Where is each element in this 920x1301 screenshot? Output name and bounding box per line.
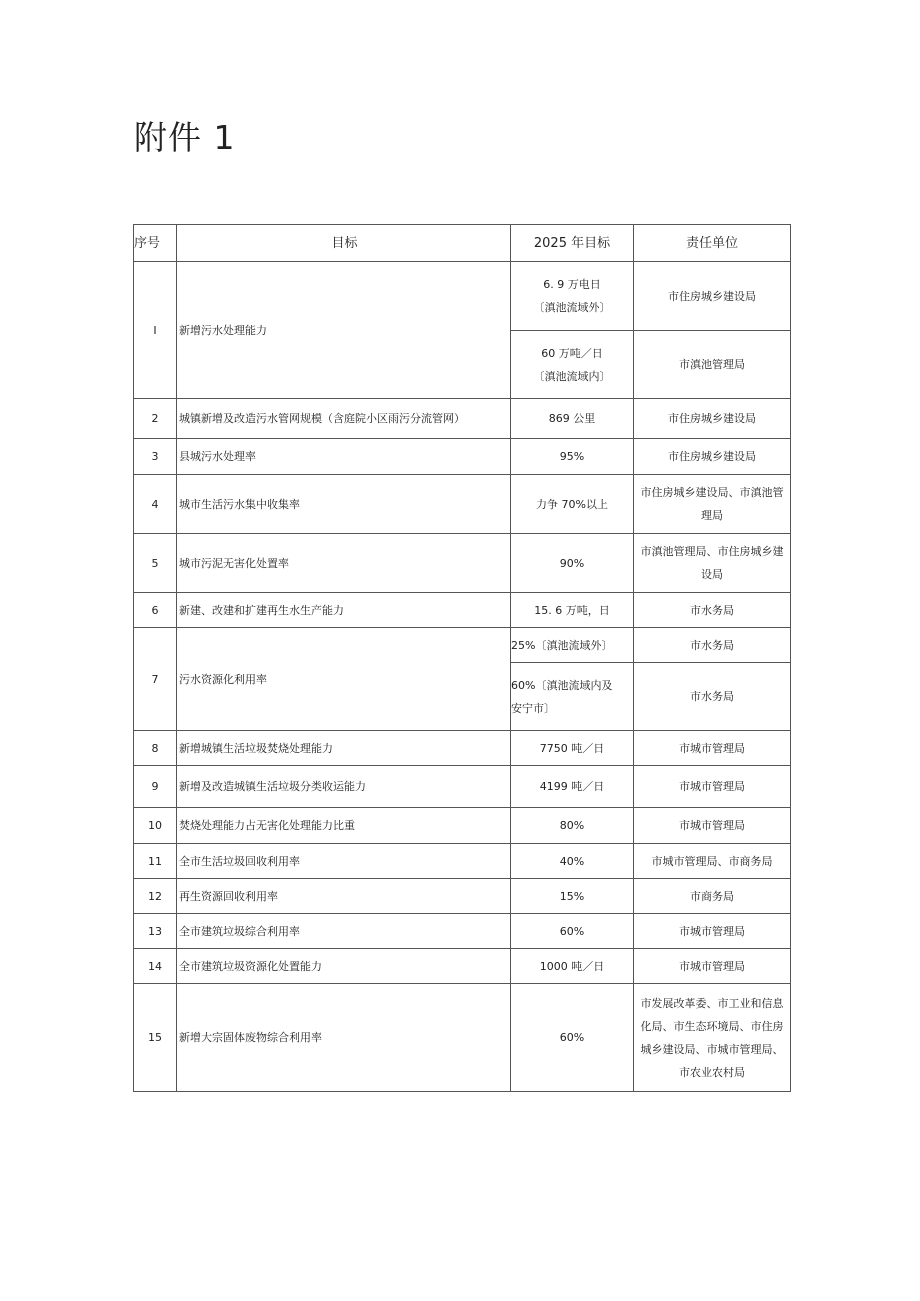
row-unit-line: 市城市管理局 <box>679 741 745 755</box>
row-seq: 6 <box>134 593 177 628</box>
row-unit-line: 市商务局 <box>690 889 734 903</box>
row-seq: 15 <box>134 984 177 1092</box>
row-seq: 14 <box>134 949 177 984</box>
row-seq: 10 <box>134 808 177 844</box>
row-unit <box>634 879 791 914</box>
row-goal: 60% <box>511 984 634 1092</box>
row-target: 新建、改建和扩建再生水生产能力 <box>177 593 511 628</box>
page-title: 附件 1 <box>134 118 236 157</box>
row-seq: 5 <box>134 534 177 593</box>
row-target: 再生资源回收利用率 <box>177 879 511 914</box>
row-unit-line: 市住房城乡建设局 <box>668 412 756 425</box>
row-goal: 4199 吨／日 <box>511 766 634 808</box>
header-target: 目标 <box>177 225 511 262</box>
row-unit <box>634 914 791 949</box>
row-unit <box>634 534 791 593</box>
row-seq: 9 <box>134 766 177 808</box>
row-goal-line: 〔滇池流域外〕 <box>533 301 611 314</box>
row-target: 新增污水处理能力 <box>177 262 511 399</box>
row-target: 全市建筑垃圾综合利用率 <box>177 914 511 949</box>
table-row <box>134 262 791 331</box>
table-row <box>134 439 791 475</box>
row-unit-line: 市城市管理局 <box>679 780 745 793</box>
row-unit <box>634 628 791 663</box>
row-goal: 40% <box>511 844 634 879</box>
row-unit-line: 理局 <box>701 509 723 522</box>
row-goal-line: 6. 9 万电日 <box>543 278 601 291</box>
row-unit-line: 市滇池管理局 <box>679 358 745 371</box>
row-seq: 11 <box>134 844 177 879</box>
row-goal: 7750 吨／日 <box>511 731 634 766</box>
row-unit-line: 市水务局 <box>690 638 734 652</box>
row-goal: 80% <box>511 808 634 844</box>
row-unit-line: 市水务局 <box>690 690 734 703</box>
row-target: 全市生活垃圾回收利用率 <box>177 844 511 879</box>
row-target: 新增及改造城镇生活垃圾分类收运能力 <box>177 766 511 808</box>
row-unit-line: 市水务局 <box>690 603 734 617</box>
row-unit <box>634 808 791 844</box>
table-row <box>134 534 791 593</box>
row-goal: 15. 6 万吨，日 <box>511 593 634 628</box>
row-unit <box>634 766 791 808</box>
row-target: 焚烧处理能力占无害化处理能力比重 <box>177 808 511 844</box>
row-target: 城市生活污水集中收集率 <box>177 475 511 534</box>
row-goal: 60% <box>511 914 634 949</box>
row-seq: 7 <box>134 628 177 731</box>
targets-table <box>133 224 791 1092</box>
row-goal <box>511 331 634 399</box>
table-row <box>134 879 791 914</box>
table-row <box>134 984 791 1092</box>
row-goal: 15% <box>511 879 634 914</box>
row-goal-line: 60%〔滇池流域内及 <box>511 678 613 692</box>
header-unit: 责任单位 <box>634 225 791 262</box>
header-goal: 2025 年目标 <box>511 225 634 262</box>
row-unit <box>634 593 791 628</box>
row-goal <box>511 628 634 663</box>
row-unit <box>634 475 791 534</box>
row-unit-line: 市农业农村局 <box>679 1065 745 1079</box>
row-seq: 12 <box>134 879 177 914</box>
table-body <box>134 262 791 1092</box>
table-row <box>134 766 791 808</box>
row-goal-line: 60 万吨／日 <box>541 346 603 360</box>
row-goal-line: 〔滇池流域内〕 <box>533 369 611 383</box>
table-row <box>134 914 791 949</box>
row-unit-line: 市住房城乡建设局 <box>668 289 756 303</box>
row-unit-line: 市发展改革委、市工业和信息 <box>640 996 784 1010</box>
row-unit <box>634 331 791 399</box>
table-row <box>134 844 791 879</box>
row-seq: 13 <box>134 914 177 949</box>
row-unit-line: 市城市管理局 <box>679 959 745 973</box>
row-seq: 4 <box>134 475 177 534</box>
row-unit-line: 城乡建设局、市城市管理局、 <box>640 1042 784 1056</box>
row-goal: 95% <box>511 439 634 475</box>
row-target: 全市建筑垃圾资源化处置能力 <box>177 949 511 984</box>
row-unit-line: 市住房城乡建设局 <box>668 450 756 463</box>
row-seq: I <box>134 262 177 399</box>
row-unit-line: 设局 <box>701 568 723 581</box>
row-goal: 力争 70%以上 <box>511 475 634 534</box>
row-goal-line: 25%〔滇池流域外〕 <box>511 638 613 652</box>
row-unit-line: 市住房城乡建设局、市滇池管 <box>640 486 784 499</box>
table-row <box>134 731 791 766</box>
row-unit-line: 市滇池管理局、市住房城乡建 <box>640 545 784 558</box>
row-unit-line: 市城市管理局、市商务局 <box>651 854 773 868</box>
row-target: 县城污水处理率 <box>177 439 511 475</box>
header-seq: 序号 <box>134 225 177 262</box>
row-unit <box>634 663 791 731</box>
row-goal: 1000 吨／日 <box>511 949 634 984</box>
row-goal <box>511 663 634 731</box>
table-row <box>134 949 791 984</box>
table-row <box>134 628 791 663</box>
row-unit <box>634 399 791 439</box>
row-goal: 90% <box>511 534 634 593</box>
table-header-row <box>134 225 791 262</box>
row-goal-line: 安宁市〕 <box>511 701 555 715</box>
row-unit <box>634 262 791 331</box>
table-row <box>134 593 791 628</box>
row-target: 污水资源化利用率 <box>177 628 511 731</box>
row-seq: 2 <box>134 399 177 439</box>
row-unit-line: 市城市管理局 <box>679 819 745 832</box>
row-goal <box>511 262 634 331</box>
row-seq: 3 <box>134 439 177 475</box>
row-unit-line: 市城市管理局 <box>679 924 745 938</box>
row-unit <box>634 984 791 1092</box>
row-target: 城镇新增及改造污水管网规模（含庭院小区雨污分流管网） <box>177 399 511 439</box>
row-goal: 869 公里 <box>511 399 634 439</box>
row-seq: 8 <box>134 731 177 766</box>
row-target: 新增大宗固体废物综合利用率 <box>177 984 511 1092</box>
row-unit <box>634 439 791 475</box>
row-unit <box>634 844 791 879</box>
table-row <box>134 808 791 844</box>
table-row <box>134 475 791 534</box>
row-target: 城市污泥无害化处置率 <box>177 534 511 593</box>
row-unit-line: 化局、市生态环境局、市住房 <box>640 1019 784 1033</box>
row-unit <box>634 731 791 766</box>
row-target: 新增城镇生活垃圾焚烧处理能力 <box>177 731 511 766</box>
table-row <box>134 399 791 439</box>
row-unit <box>634 949 791 984</box>
